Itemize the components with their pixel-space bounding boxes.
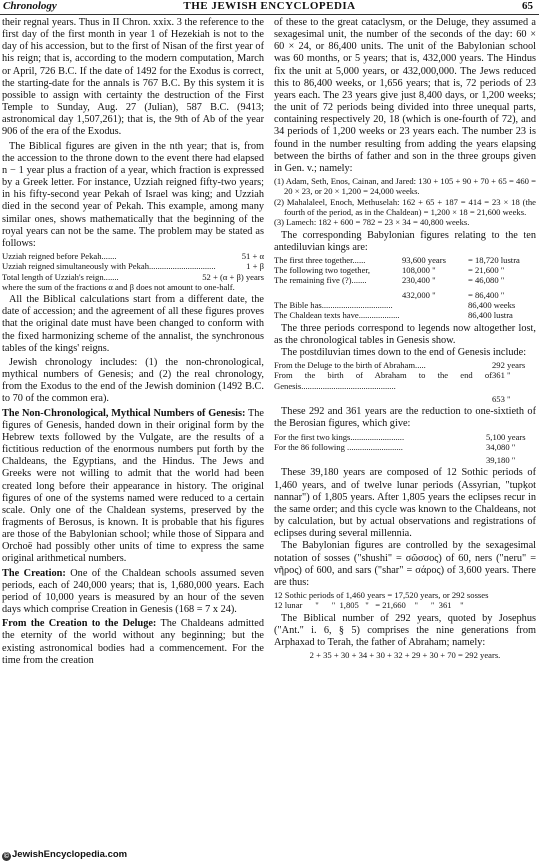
table-row: Uzziah reigned before Pekah....... 51 + α	[2, 250, 264, 261]
paragraph: These 39,180 years are composed of 12 Sothic periods of 1,460 years, and of twelve lunar periods (Assyrian, "tupḳot nannar") of 1,805 years. After 1,805 years the eclipses recur in the same order; and this cycle was known to the Chaldeans, not by calculation, but by actual observations and registrations of eclipses during several millennia.	[274, 467, 536, 540]
postdiluvian-table	[274, 360, 536, 404]
berosian-table	[274, 432, 536, 466]
table-row: The remaining five (?)....... 230,400 " = 46,080 "	[274, 275, 505, 286]
table-row: The Bible has................................. 86,400 weeks	[274, 300, 516, 311]
sothic-table	[274, 590, 536, 611]
page-number: 65	[522, 0, 533, 12]
table-row: 12 Sothic periods of 1,460 years = 17,520 years, or 292 sosses	[274, 590, 489, 601]
table-row: Uzziah reigned simultaneously with Pekah............................... 1 + β	[2, 261, 264, 272]
paragraph: their regnal years. Thus in II Chron. xxix. 3 the reference to the first day of the first month in year 1 of Hezekiah is not to the day of his accession, but to the first of Nisan of the first year of his reign; that is, according to the modern computation, March or April, 726 B.C. If the date of 1492 for the Exodus is correct, the starting-date for the annals is 767 B.C. By this system it is possible to assign with certainty the destruction of the First Temple to Sunday, Aug. 27 (Julian), 587 B.C. (9413; astronomical day 1,507,261); that is, the 9th of Ab of the year 906 of the era of the Exodus.	[2, 17, 264, 138]
paragraph: The Biblical figures are given in the nth year; that is, from the accession to the throne down to the event there had elapsed n − 1 year plus a fraction of a year, which fraction is expressed by a Greek letter. For instance, Uzziah reigned fifty-two years; in his fifty-second year Pekah of Israel was king; and Uzziah died in the second year of Pekah. This example, among many similar ones, shows mathematically that the beginning of the royal years can not be the same. The problem may be stated as follows:	[2, 140, 264, 249]
genesis-list	[274, 176, 536, 227]
list-item: (2) Mahalaleel, Enoch, Methuselah: 162 + 65 + 187 = 414 = 23 × 18 (the fourth of the period, as in the Chaldean) = 1,200 × 18 = 21,600 weeks.	[274, 196, 536, 217]
section-heading: The Creation:	[2, 567, 66, 579]
section-heading: From the Creation to the Deluge:	[2, 618, 157, 630]
paragraph: The postdiluvian times down to the end of Genesis include:	[281, 346, 527, 358]
paragraph: The Non-Chronological, Mythical Numbers of Genesis: The figures of Genesis, handed down in their original form by the Hebrew texts followed by the Vulgate, are the results of a fictitious reduction of the enormous numbers put forth by the Chaldeans, the Egyptians, and the Hindus. The Jews and Greeks were not willing to admit that the world had been created long before their appearance in history. The original figures of one of the systems named were reduced to a certain scale. Only one of the Chaldean systems, preserved by the fragments of Berosus, is known. It is probable that his figures are those of the Babylonian school; while those of Sippara and Orchoë had possibly other units of time to express the same original arithmetical numbers.	[2, 407, 264, 565]
source-watermark: © JewishEncyclopedia.com	[3, 849, 128, 860]
paragraph: The Biblical number of 292 years, quoted by Josephus ("Ant." i. 6, § 5) comprises the nine generations from Arphaxad to Terah, the father of Abraham; namely:	[274, 612, 536, 648]
paragraph: The Creation: One of the Chaldean schools assumed seven periods, each of 240,000 years; that is, 1,680,000 years. Each period of 10,000 years is measured by an hour of the seven days which comprise Creation in Genesis (168 = 7 x 24).	[2, 567, 264, 616]
table-row: 432,000 " = 86,400 "	[402, 289, 505, 300]
paragraph: The Babylonian figures are controlled by the sexagesimal notation of sosses ("shushi" = σῶσσος) of 60, ners ("neru" = νῆρος) of 600, and sars ("shar" = σάρος) of 3,600 years. There are thus:	[274, 540, 536, 588]
table-row: 39,180 "	[486, 455, 516, 466]
babylonian-table	[274, 255, 536, 321]
globe-icon: ©	[3, 853, 10, 860]
paragraph: The three periods correspond to legends now altogether lost, as the chronological tables in Genesis show.	[274, 322, 536, 346]
table-note: where the sum of the fractions α and β does not amount to one-half.	[2, 281, 235, 292]
paragraph: All the Biblical calculations start from a different date, the date of accession; and the agreement of all these figures proves that the original date must have been changed to conform with the fixed harmonizing scheme of the annalist, the synchronous tables of the kings' reigns.	[2, 294, 264, 354]
right-column	[274, 17, 536, 863]
table-row: The first three together...... 93,600 years = 18,720 lustra	[274, 254, 520, 265]
paragraph: The corresponding Babylonian figures relating to the ten antediluvian kings are:	[274, 229, 536, 253]
paragraph: From the Creation to the Deluge: The Chaldeans admitted the eternity of the world without any beginning; but the existing astronomical bodies had a commencement. For the time from the creation	[2, 618, 264, 666]
header-rule	[0, 14, 539, 15]
table-row: The Chaldean texts have................... 86,400 lustra	[274, 310, 513, 321]
section-heading: The Non-Chronological, Mythical Numbers of Genesis:	[2, 407, 246, 419]
table-row: For the 86 following .......................... 34,080 "	[274, 441, 516, 452]
list-item: (1) Adam, Seth, Enos, Cainan, and Jared: 130 + 105 + 90 + 70 + 65 = 460 = 20 × 23, or 20 × 1,200 = 24,000 weeks.	[274, 176, 536, 197]
paragraph: of these to the great cataclysm, or the Deluge, they assumed a sexagesimal unit, the number of the seconds of the day: 60 × 60 × 24, or 86,400 units. The unit of the Babylonian school was 60 months, or 5 years; that is, 432,000 years. The Hindus fix the unit at 5,000 years, or 432,000,000. The Jews reduced this to 86,400 weeks, or 1,656 years; that is, 72 periods of 23 years each. The 23 years give just 8,400 days, or 1,200 weeks; the unit of 72 periods being divided into three unequal parts, containing respectively 20, 18 (which is one-fourth of 72), and 34 periods of 1,200 weeks or 23 years each. The number 23 is found in the number resulting from adding the years elapsing between the births of father and son in the three groups given in Gen. v.; namely:	[274, 17, 536, 174]
table-row: 653 "	[492, 393, 511, 404]
list-item: (3) Lamech: 182 + 600 = 782 = 23 × 34 = 40,800 weeks.	[274, 217, 470, 228]
running-header	[0, 0, 539, 14]
table-row: 12 lunar " " 1,805 " = 21,660 " " 361 "	[274, 600, 464, 611]
table-row: For the first two kings......................... 5,100 years	[274, 431, 526, 442]
left-column	[2, 17, 264, 853]
table-row: From the Deluge to the birth of Abraham..... 292 years	[274, 360, 526, 371]
table-row: The following two together, 108,000 " = 21,600 "	[274, 265, 505, 276]
paragraph: Jewish chronology includes: (1) the non-chronological, mythical numbers of Genesis; and (2) the real chronology, from the Exodus to the end of the Jewish dominion (1492 B.C. to 70 of the common era).	[2, 356, 264, 405]
generation-sum: 2 + 35 + 30 + 34 + 30 + 32 + 29 + 30 + 70 = 292 years.	[309, 650, 501, 661]
publication-title: THE JEWISH ENCYCLOPEDIA	[183, 0, 356, 12]
table-row: Total length of Uzziah's reign....... 52 + (α + β) years	[2, 271, 264, 282]
uzziah-table	[2, 251, 264, 292]
table-row: From the birth of Abraham to the end of Genesis............................................ 361 "	[274, 370, 511, 391]
paragraph: These 292 and 361 years are the reduction to one-sixtieth of the Berosian figures, which give:	[274, 406, 536, 430]
section-title: Chronology	[3, 0, 57, 12]
